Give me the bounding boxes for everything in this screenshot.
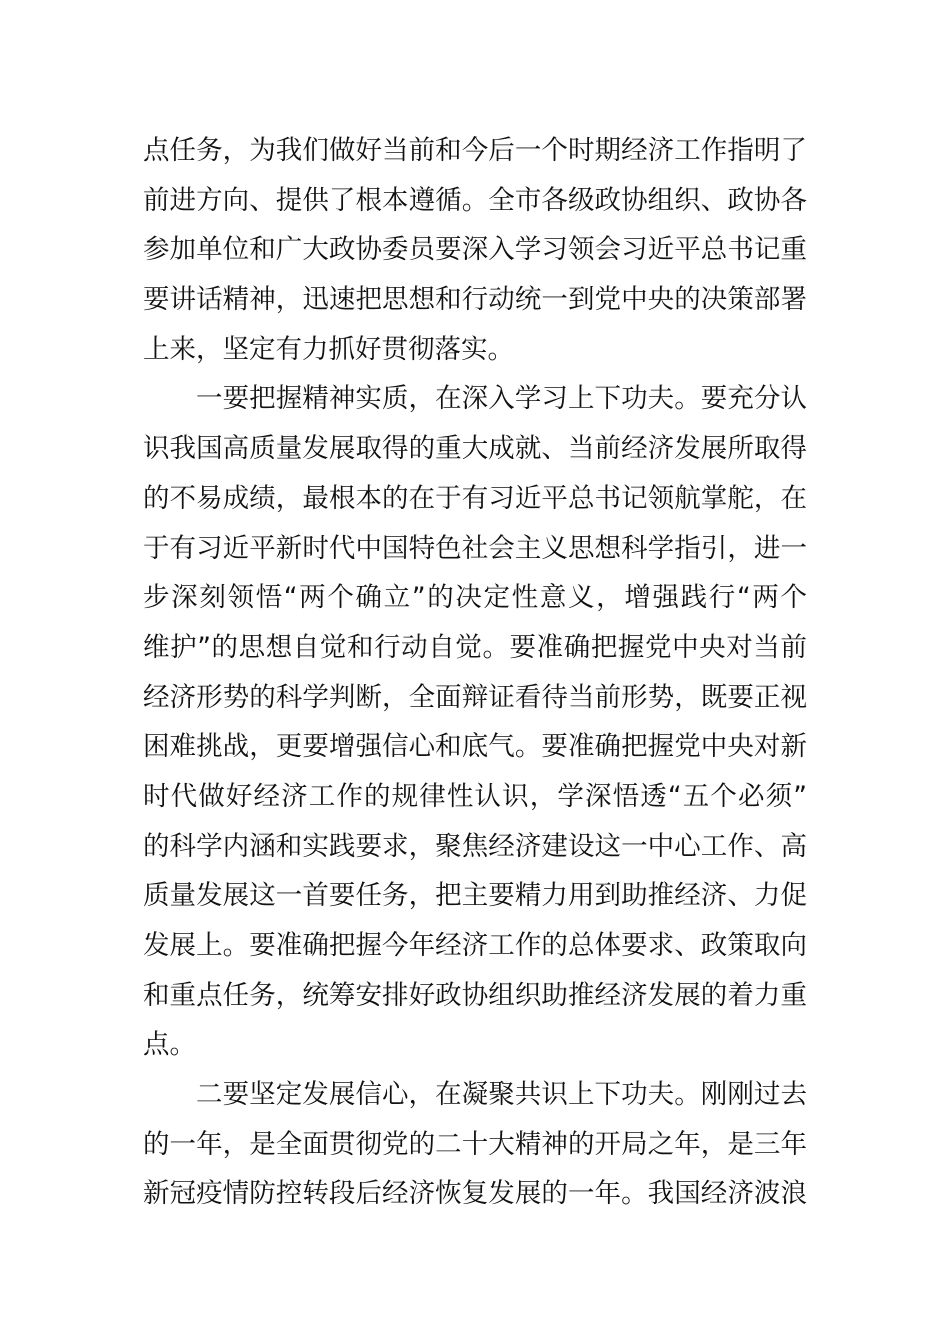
- text-line-14: 时代做好经济工作的规律性认识，学深悟透“五个必须”: [143, 780, 807, 812]
- text-line-15: 的科学内涵和实践要求，聚焦经济建设这一中心工作、高: [143, 830, 807, 862]
- text-line-21: 的一年，是全面贯彻党的二十大精神的开局之年，是三年: [143, 1128, 807, 1160]
- body-text: [143, 126, 807, 1219]
- text-line-18: 和重点任务，统筹安排好政协组织助推经济发展的着力重: [143, 979, 807, 1011]
- text-line-20: 二要坚定发展信心，在凝聚共识上下功夫。刚刚过去: [196, 1079, 807, 1111]
- text-line-7: 识我国高质量发展取得的重大成就、当前经济发展所取得: [143, 433, 807, 465]
- text-line-16: 质量发展这一首要任务，把主要精力用到助推经济、力促: [143, 880, 807, 912]
- text-line-22: 新冠疫情防控转段后经济恢复发展的一年。我国经济波浪: [143, 1178, 807, 1210]
- text-line-17: 发展上。要准确把握今年经济工作的总体要求、政策取向: [143, 930, 807, 961]
- text-line-1: 点任务，为我们做好当前和今后一个时期经济工作指明了: [143, 135, 807, 166]
- text-line-6: 一要把握精神实质，在深入学习上下功夫。要充分认: [196, 383, 807, 415]
- text-line-12: 经济形势的科学判断，全面辩证看待当前形势，既要正视: [143, 681, 807, 713]
- text-line-9: 于有习近平新时代中国特色社会主义思想科学指引，进一: [143, 532, 807, 564]
- text-line-13: 困难挑战，更要增强信心和底气。要准确把握党中央对新: [143, 731, 807, 763]
- text-line-19: 点。: [143, 1029, 196, 1061]
- text-line-4: 要讲话精神，迅速把思想和行动统一到党中央的决策部署: [143, 284, 807, 316]
- text-line-10: 步深刻领悟“两个确立”的决定性意义，增强践行“两个: [143, 582, 807, 614]
- text-line-8: 的不易成绩，最根本的在于有习近平总书记领航掌舵，在: [143, 482, 807, 514]
- text-line-11: 维护”的思想自觉和行动自觉。要准确把握党中央对当前: [143, 631, 807, 663]
- text-line-5: 上来，坚定有力抓好贯彻落实。: [143, 333, 514, 365]
- text-line-3: 参加单位和广大政协委员要深入学习领会习近平总书记重: [143, 234, 807, 266]
- text-line-2: 前进方向、提供了根本遵循。全市各级政协组织、政协各: [143, 184, 807, 216]
